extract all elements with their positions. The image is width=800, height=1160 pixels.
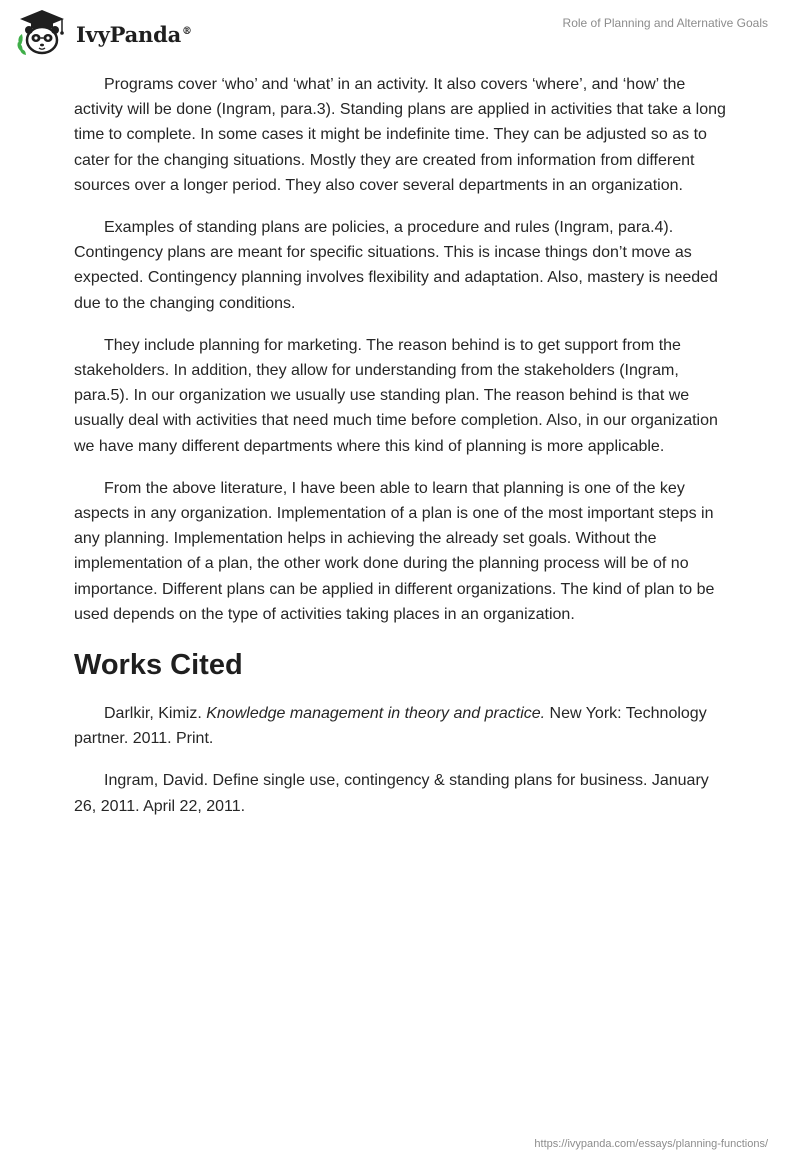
body-paragraph: Programs cover ‘who’ and ‘what’ in an activity. It also covers ‘where’, and ‘how’ the activity will be done (Ingram, para.3). Standing plans are applied in activities that take a long time to complete. In some cases it might be indefinite time. They can be adjusted so as to cater for the changing situations. Mostly they are created from information from different sources over a longer period. They also cover several departments in an organization.	[74, 76, 726, 194]
brand-name: IvyPanda®	[76, 21, 192, 47]
citation-title: Knowledge management in theory and practice.	[206, 705, 546, 723]
source-url-link[interactable]: https://ivypanda.com/essays/planning-functions/	[534, 1138, 768, 1150]
citation-entry	[74, 701, 734, 751]
citation-author: Darlkir, Kimiz.	[104, 705, 207, 723]
body-paragraph: They include planning for marketing. The reason behind is to get support from the stakeholders. In addition, they allow for understanding from the stakeholders (Ingram, para.5). In our organization we usually use standing plan. The reason behind is that we usually deal with activities that need much time before completion. Also, in our organization we have many different departments where this kind of planning is more applicable.	[74, 336, 718, 455]
essay-content	[74, 72, 734, 836]
citation-entry: Ingram, David. Define single use, contingency & standing plans for business. January 26, 2011. April 22, 2011.	[74, 772, 709, 815]
page-header	[0, 0, 800, 60]
body-paragraph: Examples of standing plans are policies, a procedure and rules (Ingram, para.4). Contingency plans are meant for specific situations. This is incase things don’t move as expected. Contingency planning involves flexibility and adaptation. Also, mastery is needed due to the changing conditions.	[74, 219, 718, 312]
document-title: Role of Planning and Alternative Goals	[562, 16, 768, 30]
body-paragraph: From the above literature, I have been able to learn that planning is one of the key aspects in any organization. Implementation of a plan is one of the most important steps in any planning. Implementation helps in achieving the already set goals. Without the implementation of a plan, the other work done during the planning process will be of no importance. Different plans can be applied in different organizations. The kind of plan to be used depends on the type of activities taking places in an organization.	[74, 479, 715, 623]
citation-publisher: New York: Technology partner. 2011. Print.	[74, 705, 707, 748]
works-cited-heading: Works Cited	[74, 649, 243, 682]
panda-logo-icon	[14, 8, 70, 58]
ivypanda-logo[interactable]	[14, 8, 192, 58]
